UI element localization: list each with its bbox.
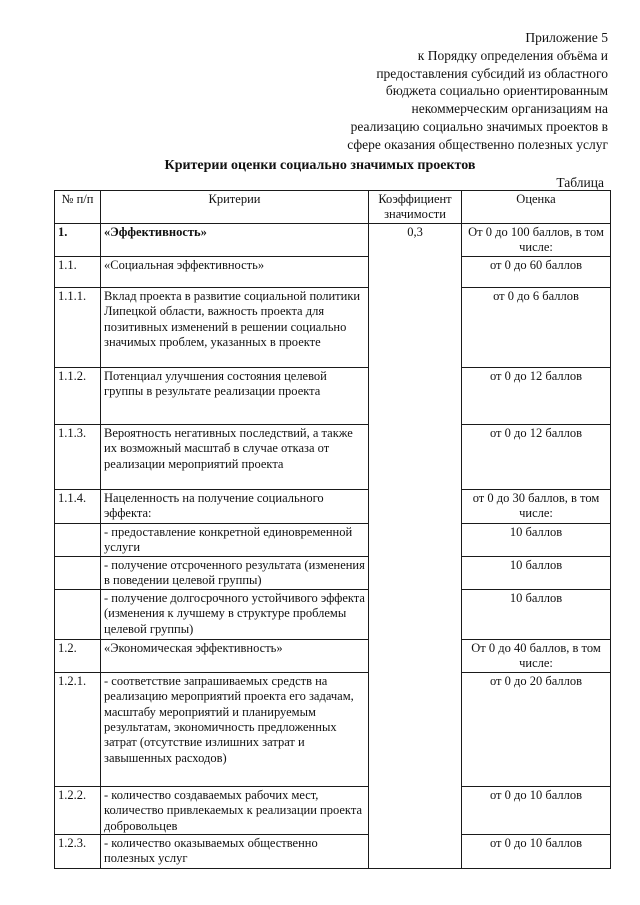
row-criteria: - получение отсроченного результата (изменения в поведении целевой группы) — [101, 556, 369, 589]
row-num: 1.1.2. — [55, 367, 101, 424]
row-criteria: Потенциал улучшения состояния целевой группы в результате реализации проекта — [101, 367, 369, 424]
row-num: 1.1.1. — [55, 287, 101, 367]
row-num: 1.1.3. — [55, 424, 101, 489]
row-score: 10 баллов — [462, 523, 611, 556]
criteria-table — [54, 190, 611, 869]
row-num: 1.1.4. — [55, 489, 101, 523]
table-row — [55, 367, 611, 424]
row-score: от 0 до 10 баллов — [462, 786, 611, 834]
header-coefficient: Коэффициент значимости — [369, 191, 462, 224]
appendix-line: некоммерческим организациям на — [411, 101, 608, 117]
table-row — [55, 556, 611, 589]
table-label: Таблица — [556, 175, 604, 190]
row-criteria: Вклад проекта в развитие социальной политики Липецкой области, важность проекта для позитивных изменений в решении социально значимых проблем, указанных в проекте — [101, 287, 369, 367]
row-score: от 0 до 12 баллов — [462, 424, 611, 489]
table-row — [55, 835, 611, 869]
row-num — [55, 589, 101, 639]
row-num — [55, 523, 101, 556]
row-num: 1. — [55, 224, 101, 257]
row-num: 1.2.1. — [55, 672, 101, 786]
header-score: Оценка — [462, 191, 611, 224]
appendix-line: сфере оказания общественно полезных услуг — [347, 136, 608, 152]
row-criteria: «Эффективность» — [101, 224, 369, 257]
row-criteria: Нацеленность на получение социального эффекта: — [101, 489, 369, 523]
row-num: 1.2.3. — [55, 835, 101, 869]
row-score: от 0 до 12 баллов — [462, 367, 611, 424]
table-row — [55, 489, 611, 523]
appendix-line: к Порядку определения объёма и — [417, 47, 608, 63]
table-row — [55, 287, 611, 367]
header-num: № п/п — [55, 191, 101, 224]
table-row — [55, 672, 611, 786]
row-num — [55, 556, 101, 589]
header-criteria: Критерии — [101, 191, 369, 224]
coefficient-value: 0,3 — [369, 224, 462, 869]
row-criteria: - получение долгосрочного устойчивого эффекта (изменения к лучшему в структуре проблемы целевой группы) — [101, 589, 369, 639]
row-criteria: Вероятность негативных последствий, а также их возможный масштаб в случае отказа от реализации мероприятий проекта — [101, 424, 369, 489]
row-criteria: - количество создаваемых рабочих мест, количество привлекаемых к реализации проекта добровольцев — [101, 786, 369, 834]
row-score: От 0 до 40 баллов, в том числе: — [462, 639, 611, 672]
row-score: от 0 до 60 баллов — [462, 256, 611, 287]
row-score: от 0 до 30 баллов, в том числе: — [462, 489, 611, 523]
appendix-line: предоставления субсидий из областного — [376, 65, 608, 81]
row-criteria: - количество оказываемых общественно полезных услуг — [101, 835, 369, 869]
table-row — [55, 523, 611, 556]
table-row — [55, 256, 611, 287]
row-criteria: - соответствие запрашиваемых средств на реализацию мероприятий проекта его задачам, масштабу мероприятий и планируемым результатам, экономичность предложенных затрат (отсутствие излишних затрат и завышенных расходов) — [101, 672, 369, 786]
row-criteria: «Экономическая эффективность» — [101, 639, 369, 672]
row-criteria: - предоставление конкретной единовременной услуги — [101, 523, 369, 556]
appendix-header — [278, 29, 608, 154]
table-row — [55, 786, 611, 834]
row-num: 1.2. — [55, 639, 101, 672]
table-row — [55, 224, 611, 257]
table-row — [55, 424, 611, 489]
row-score: от 0 до 10 баллов — [462, 835, 611, 869]
table-row — [55, 639, 611, 672]
row-num: 1.1. — [55, 256, 101, 287]
row-score: 10 баллов — [462, 589, 611, 639]
appendix-line: реализацию социально значимых проектов в — [350, 118, 608, 134]
row-score: 10 баллов — [462, 556, 611, 589]
row-score: от 0 до 20 баллов — [462, 672, 611, 786]
row-num: 1.2.2. — [55, 786, 101, 834]
row-score: от 0 до 6 баллов — [462, 287, 611, 367]
document-title: Критерии оценки социально значимых проектов — [164, 158, 476, 173]
row-score: От 0 до 100 баллов, в том числе: — [462, 224, 611, 257]
table-header-row — [55, 191, 611, 224]
table-row — [55, 589, 611, 639]
appendix-line: Приложение 5 — [525, 30, 608, 45]
appendix-line: бюджета социально ориентированным — [385, 83, 608, 99]
row-criteria: «Социальная эффективность» — [101, 256, 369, 287]
